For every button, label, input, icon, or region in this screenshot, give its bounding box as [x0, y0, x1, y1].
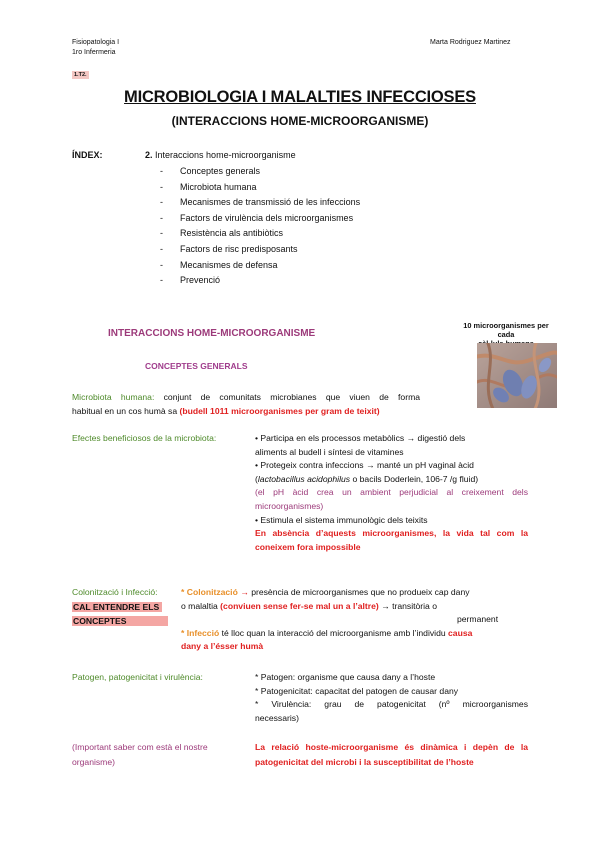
colonization-text: * Colonització → presència de microorganismes que no produeix cap dany o malaltia (conviuen sense fer-se mal un a l’altre) → transitòria o permanent * Infecció té lloc quan la interacció del microorganisme amb l’individu causa dany a l’ésser humà	[181, 587, 499, 652]
page-subtitle: (INTERACCIONS HOME-MICROORGANISME)	[171, 114, 429, 128]
header-right: Marta Rodriguez Martinez	[430, 39, 511, 46]
index-item: - Microbiota humana	[160, 181, 257, 192]
colonization-term: Colonització i Infecció:	[72, 587, 158, 597]
index-heading-text: Interaccions home-microorganisme	[155, 150, 296, 160]
important-note: (Important saber com està el nostre organisme)	[72, 742, 208, 767]
header-left-line1: Fisiopatologia I	[72, 39, 120, 46]
index-item: - Resistència als antibiòtics	[160, 228, 284, 239]
microbiota-paragraph: Microbiota humana: conjunt de comunitats microbianes que viuen de forma habitual en un cos humà sa (budell 1011 microorganismes per gram de teixit)	[72, 392, 421, 416]
index-item: - Factors de risc predisposants	[160, 243, 298, 254]
index-heading	[145, 150, 296, 160]
index-list	[160, 164, 360, 289]
topic-tag: 1.T2.	[74, 72, 87, 78]
dynamic-relationship: La relació hoste-microorganisme és dinàmica i depèn de la patogenicitat del microbi i la susceptibilitat de l’hoste	[255, 742, 528, 767]
benefits-list: • Participa en els processos metabòlics → digestió dels aliments al budell i síntesi de vitamines • Protegeix contra infeccions → manté un pH vaginal àcid (lactobacillus acidophilus o bacils Doderlein, 106-7 /g fluid) (el pH àcid crea un ambient perjudicial al creixement dels microorganismes) • Estimula el sistema immunològic dels teixits En absència d’aquests microorganismes, la vida tal com la coneixem fora impossible	[255, 433, 528, 552]
figure-caption: 10 microorganismes per cada	[463, 321, 549, 339]
microbiota-term: Microbiota humana:	[72, 392, 155, 402]
header-left-line2: 1ro Infermeria	[72, 49, 116, 56]
subsection-title: CONCEPTES GENERALS	[145, 361, 248, 371]
index-label: ÍNDEX:	[72, 150, 103, 160]
section-title: INTERACCIONS HOME-MICROORGANISME	[108, 328, 316, 339]
microorganism-image	[477, 343, 557, 408]
benefits-term: Efectes beneficiosos de la microbiota:	[72, 433, 217, 443]
index-item: - Mecanismes de defensa	[160, 259, 278, 270]
page-title: MICROBIOLOGIA I MALALTIES INFECCIOSES	[124, 88, 476, 106]
index-item: - Conceptes generals	[160, 166, 261, 176]
microbiota-highlight: (budell 1011 microorganismes per gram de teixit)	[179, 405, 380, 416]
infection-label: * Infecció	[181, 627, 220, 638]
pathogen-list: * Patogen: organisme que causa dany a l’hoste * Patogenicitat: capacitat del patogen de causar dany * Virulència: grau de patogenicitat (nº microorganismes necessaris)	[255, 672, 528, 723]
index-item: - Factors de virulència dels microorganismes	[160, 212, 354, 223]
colonization-label: * Colonització	[181, 587, 238, 597]
pathogen-term: Patogen, patogenicitat i virulència:	[72, 672, 203, 682]
absence-warning: En absència d’aquests microorganismes, la vida tal com la	[255, 528, 528, 539]
concepts-highlight: CAL ENTENDRE ELS CONCEPTES	[72, 600, 168, 629]
ph-note: (el pH àcid crea un ambient perjudicial al creixement dels	[255, 487, 528, 498]
index-number: 2.	[145, 150, 153, 160]
index-item: - Prevenció	[160, 275, 221, 286]
index-item: - Mecanismes de transmissió de les infeccions	[160, 197, 361, 208]
